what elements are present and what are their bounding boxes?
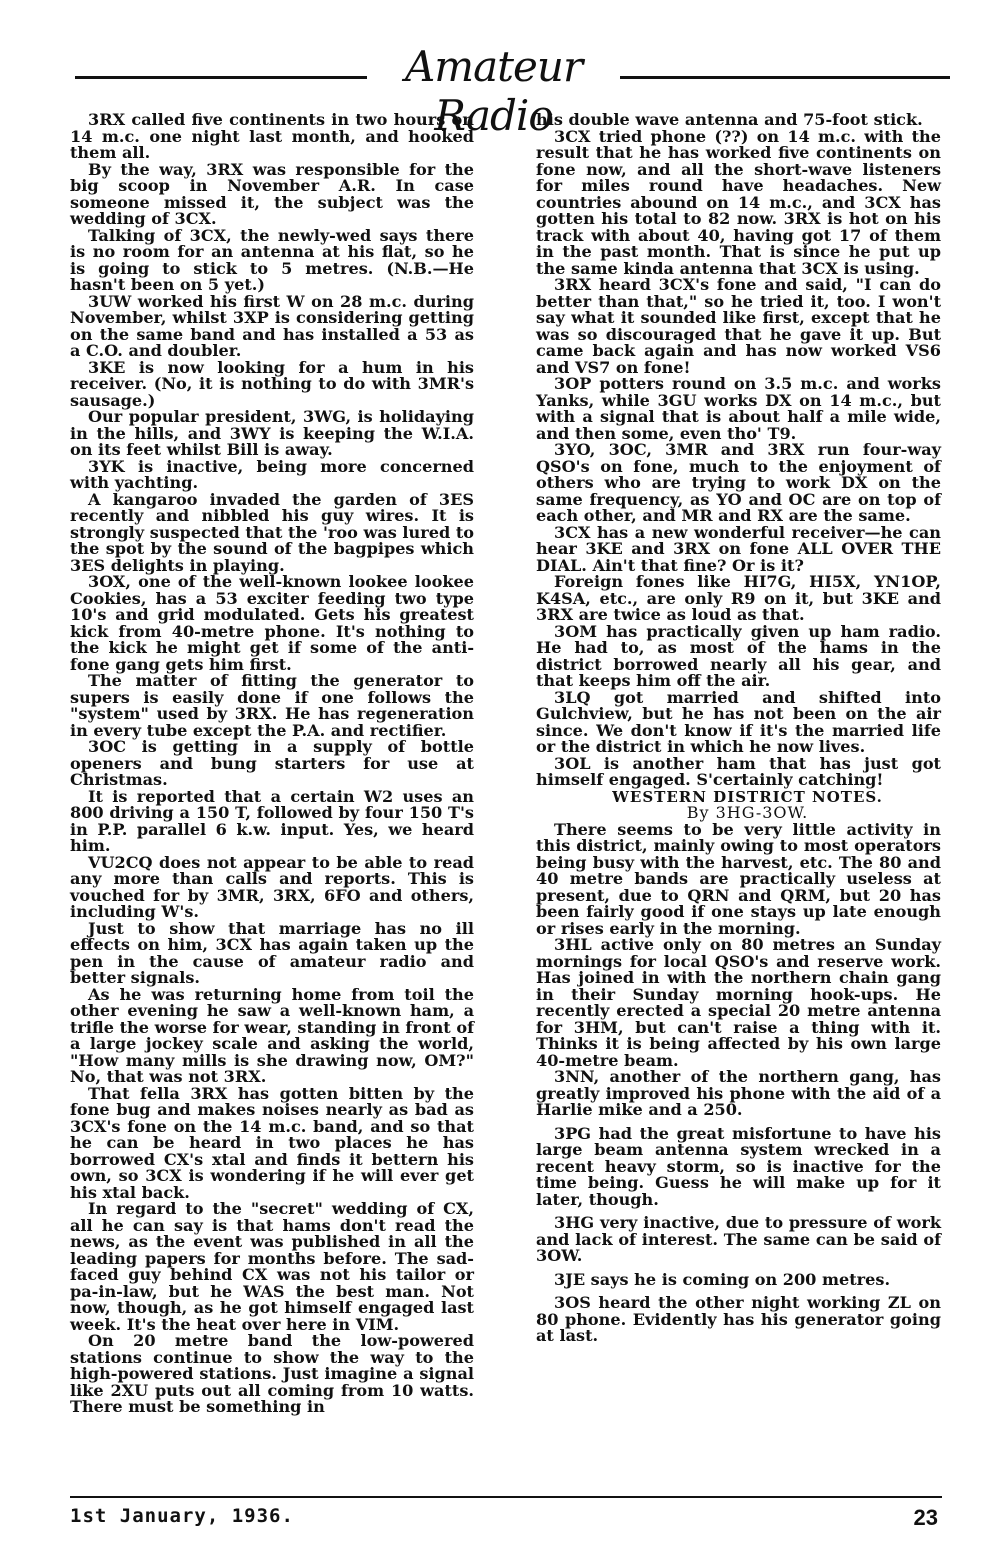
paragraph: 3YK is inactive, being more concerned with yachting. [70,456,474,492]
paragraph: Our popular president, 3WG, is holidaying in the hills, and 3WY is keeping the W.I.A. on its feet whilst Bill is away. [70,407,474,459]
paragraph: VU2CQ does not appear to be able to read any more than calls and reports. This is vouched for by 3MR, 3RX, 6FO and others, including W's. [70,852,474,921]
paragraph: As he was returning home from toil the other evening he saw a well-known ham, a trifle the worse for wear, standing in front of a large jockey scale and asking the world, "How many mills is she drawing now, OM?" No, that was not 3RX. [70,984,474,1086]
paragraph: 3LQ got married and shifted into Gulchview, but he has not been on the air since. We don't know if it's the married life or the district in which he now lives. [536,687,941,756]
paragraph: 3OL is another ham that has just got himself engaged. S'certainly catching! [536,753,941,789]
paragraph: There seems to be very little activity in this district, mainly owing to most operators being busy with the harvest, etc. The 80 and 40 metre bands are practically useless at present, due to QRN and QRM, but 20 has been fairly good if one stays up late enough or rises early in the morning. [536,819,941,938]
paragraph: That fella 3RX has gotten bitten by the fone bug and makes noises nearly as bad as 3CX's fone on the 14 m.c. band, and so that he can be heard in two places he has borrowed CX's xtal and finds it bettern his own, so 3CX is wondering if he will ever get his xtal back. [70,1083,474,1202]
right-column [536,112,941,1345]
paragraph: 3UW worked his first W on 28 m.c. during November, whilst 3XP is considering getting on the same band and has installed a 53 as a C.O. and doubler. [70,291,474,360]
paragraph-continued: his double wave antenna and 75-foot stick. [536,110,923,129]
paragraph: 3CX has a new wonderful receiver—he can hear 3KE and 3RX on fone ALL OVER THE DIAL. Ain't that fine? Or is it? [536,522,941,575]
masthead-rule-left [75,76,367,79]
paragraph: In regard to the "secret" wedding of CX, all he can say is that hams don't read the news, as the event was published in all the leading papers for months before. The sad-faced guy behind CX was not his tailor or pa-in-law, but he WAS the best man. Not now, though, as he got himself engaged last week. It's the heat over here in VIM. [70,1199,474,1334]
paragraph: 3KE is now looking for a hum in his receiver. (No, it is nothing to do with 3MR's sausage.) [70,357,474,410]
paragraph: Talking of 3CX, the newly-wed says there is no room for an antenna at his flat, so he is going to stick to 5 metres. (N.B.—He hasn't been on 5 yet.) [70,225,474,294]
paragraph: On 20 metre band the low-powered stations continue to show the way to the high-powered stations. Just imagine a signal like 2XU puts out all coming from 10 watts. There must be something in [70,1331,474,1416]
paragraph: 3OP potters round on 3.5 m.c. and works Yanks, while 3GU works DX on 14 m.c., but with a signal that is about half a mile wide, and then some, even tho' T9. [536,374,941,443]
paragraph: 3OM has practically given up ham radio. He had to, as most of the hams in the district borrowed nearly all his gear, and that keeps him off the air. [536,621,941,690]
paragraph: 3RX called five continents in two hours on 14 m.c. one night last month, and hooked them all. [70,110,474,162]
paragraph: 3PG had the great misfortune to have his large beam antenna system wrecked in a recent heavy storm, so is inactive for the time being. Guess he will make up for it later, though. [536,1123,941,1209]
paragraph: 3YO, 3OC, 3MR and 3RX run four-way QSO's on fone, much to the enjoyment of others who are trying to work DX on the same frequency, as YO and OC are on top of each other, and MR and RX are the same. [536,440,941,525]
publication-title: Amateur Radio [404,42,583,140]
paragraph: 3CX tried phone (??) on 14 m.c. with the result that he has worked five continents on fone now, and all the short-wave listeners for miles round have headaches. New countries abound on 14 m.c., and 3CX has gotten his total to 82 now. 3RX is hot on his track with about 40, having got 17 of them in the past month. That is since he put up the same kinda antenna that 3CX is using. [536,126,941,278]
left-column [70,112,474,1416]
paragraph: A kangaroo invaded the garden of 3ES recently and nibbled his guy wires. It is strongly suspected that the 'roo was lured to the spot by the sound of the bagpipes which 3ES delights in playing. [70,489,474,575]
paragraph: 3OC is getting in a supply of bottle openers and bung starters for use at Christmas. [70,737,474,789]
paragraph: 3RX heard 3CX's fone and said, "I can do better than that," so he tried it, too. I won't say what it sounded like first, except that he was so discouraged that he gave it up. But came back again and has now worked VS6 and VS7 on fone! [536,275,941,377]
paragraph: 3JE says he is coming on 200 metres. [554,1269,891,1289]
paragraph: 3OS heard the other night working ZL on 80 phone. Evidently has his generator going at last. [536,1293,941,1345]
page-number: 23 [913,1505,938,1530]
paragraph: Foreign fones like HI7G, HI5X, YN1OP, K4SA, etc., are only R9 on it, but 3KE and 3RX are twice as loud as that. [536,572,941,624]
paragraph: 3HG very inactive, due to pressure of work and lack of interest. The same can be said of 3OW. [536,1213,941,1265]
paragraph: By the way, 3RX was responsible for the big scoop in November A.R. In case someone missed it, the subject was the wedding of 3CX. [70,159,474,228]
section-byline: By 3HG-3OW. [686,803,809,822]
paragraph: Just to show that marriage has no ill effects on him, 3CX has again taken up the pen in the cause of amateur radio and better signals. [70,918,474,987]
masthead-rule-right [620,76,950,79]
issue-date: 1st January, 1936. [70,1505,294,1527]
paragraph: 3HL active only on 80 metres an Sunday mornings for local QSO's and reserve work. Has joined in with the northern chain gang in their Sunday morning hook-ups. He recently erected a special 20 metre antenna for 3HM, but can't raise a thing with it. Thinks it is being affected by his own large 40-metre beam. [536,935,941,1070]
footer-rule [70,1496,942,1498]
paragraph: 3OX, one of the well-known lookee lookee Cookies, has a 53 exciter feeding two type 10's and grid modulated. Gets his greatest kick from 40-metre phone. It's nothing to the kick he might get if some of the anti-fone gang gets him first. [70,572,474,674]
paragraph: 3NN, another of the northern gang, has greatly improved his phone with the aid of a Harlie mike and a 250. [536,1067,941,1119]
section-heading: WESTERN DISTRICT NOTES. [612,787,883,806]
paragraph: It is reported that a certain W2 uses an 800 driving a 150 T, followed by four 150 T's in P.P. parallel 6 k.w. input. Yes, we heard him. [70,786,474,855]
paragraph: The matter of fitting the generator to supers is easily done if one follows the "system" used by 3RX. He has regeneration in every tube except the P.A. and rectifier. [70,671,474,740]
